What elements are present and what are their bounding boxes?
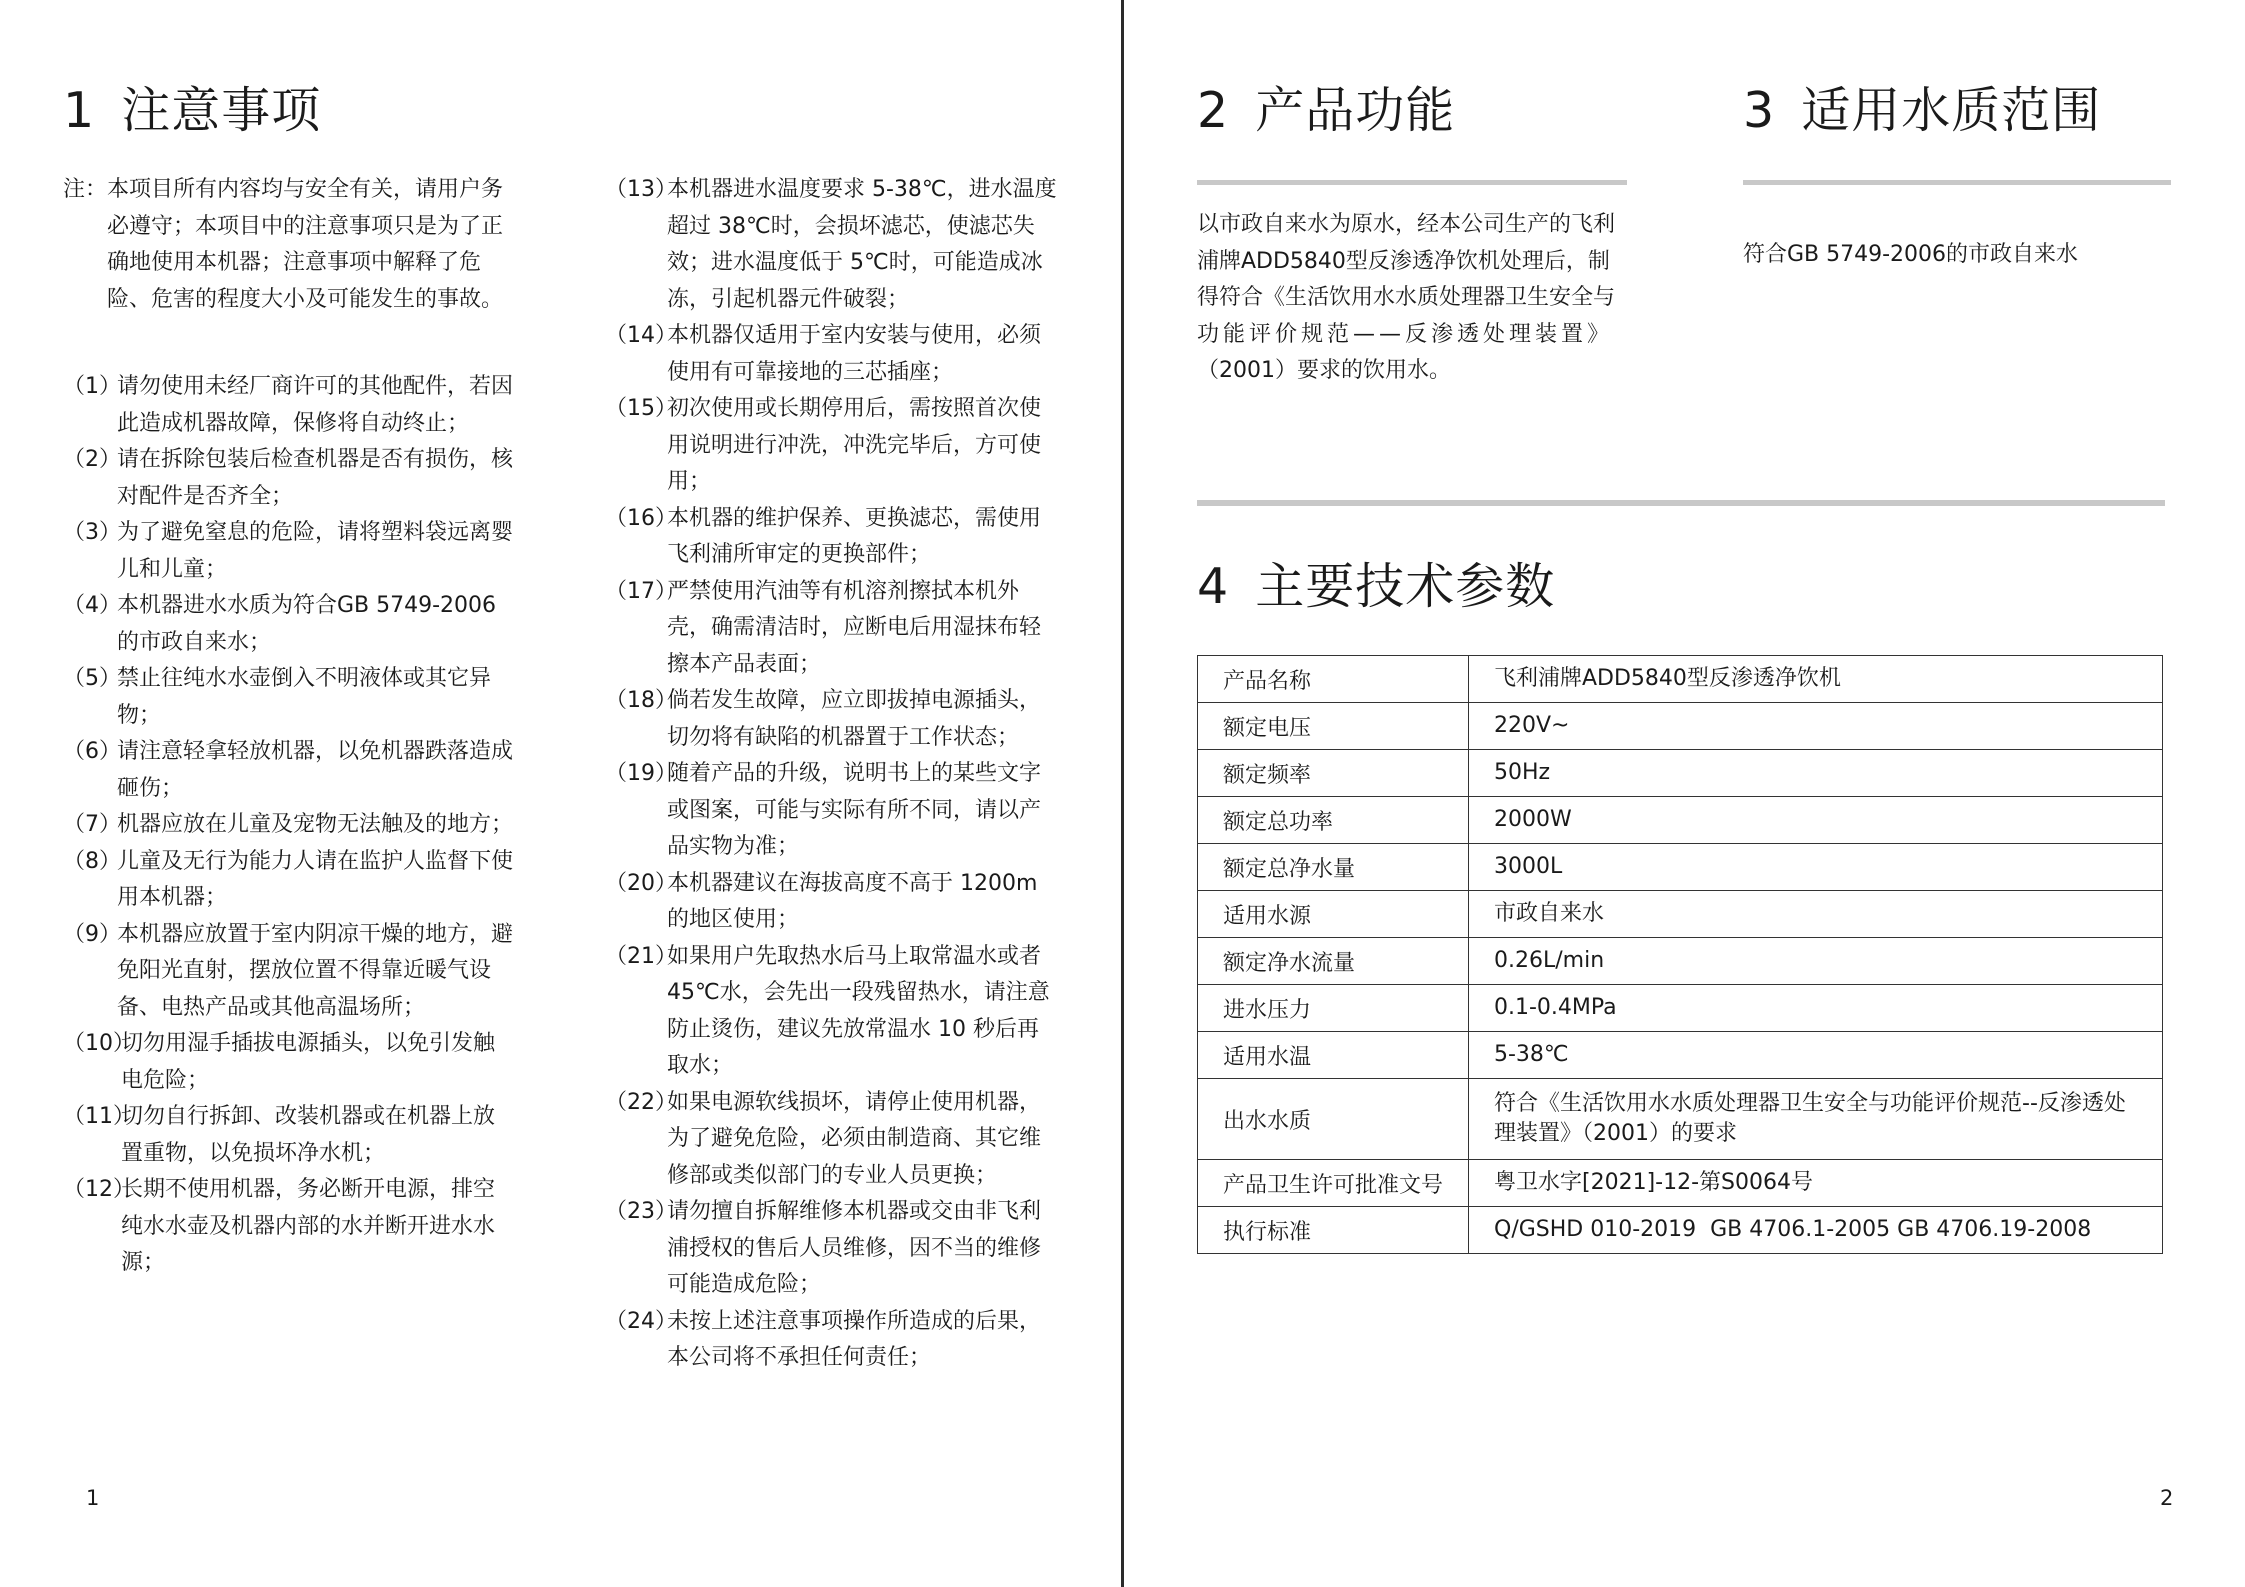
section-number: 3 bbox=[1743, 82, 1776, 139]
param-value: Q/GSHD 010-2019 GB 4706.1-2005 GB 4706.19-2008 bbox=[1469, 1207, 2163, 1254]
param-name: 产品卫生许可批准文号 bbox=[1198, 1160, 1469, 1207]
param-value: 符合《生活饮用水水质处理器卫生安全与功能评价规范--反渗透处理装置》（2001）的要求 bbox=[1469, 1079, 2163, 1160]
item-number: （7） bbox=[63, 812, 121, 837]
paragraph-line: 得符合《生活饮用水水质处理器卫生安全与 bbox=[1197, 285, 1616, 310]
table-row bbox=[1198, 1207, 2163, 1254]
item-number: （16） bbox=[605, 505, 677, 531]
list-item bbox=[605, 939, 1059, 1085]
item-number: （13） bbox=[605, 177, 677, 202]
item-text: 未按上述注意事项操作所造成的后果，本公司将不承担任何责任； bbox=[667, 1308, 1042, 1370]
item-text: 请勿擅自拆解维修本机器或交由非飞利浦授权的售后人员维修，因不当的维修可能造成危险； bbox=[667, 1199, 1042, 1297]
item-number: （10） bbox=[63, 1031, 135, 1056]
section-number: 4 bbox=[1197, 558, 1230, 615]
list-item bbox=[605, 318, 1059, 391]
item-number: （5） bbox=[63, 666, 121, 691]
section-1-heading bbox=[63, 82, 322, 139]
item-text: 禁止往纯水水壶倒入不明液体或其它异物； bbox=[117, 666, 492, 728]
param-name: 适用水温 bbox=[1198, 1032, 1469, 1079]
section-3-heading bbox=[1743, 82, 2102, 139]
precautions-list-col1 bbox=[63, 369, 513, 1282]
list-item bbox=[63, 1026, 513, 1099]
param-value: 3000L bbox=[1469, 844, 2163, 891]
item-text: 儿童及无行为能力人请在监护人监督下使用本机器； bbox=[117, 848, 514, 910]
note-paragraph bbox=[63, 172, 503, 318]
precautions-list-col2 bbox=[605, 172, 1059, 1377]
item-number: （15） bbox=[605, 396, 677, 421]
section-number: 2 bbox=[1197, 82, 1230, 139]
page-number: 1 bbox=[86, 1486, 100, 1510]
item-text: 本机器进水温度要求 5-38℃，进水温度超过 38℃时，会损坏滤芯，使滤芯失效；进水温度低于 5℃时，可能造成冰冻，引起机器元件破裂； bbox=[667, 177, 1057, 312]
item-text: 请勿使用未经厂商许可的其他配件，若因此造成机器故障，保修将自动终止； bbox=[117, 374, 514, 436]
item-number: （22） bbox=[605, 1089, 677, 1115]
item-text: 长期不使用机器，务必断开电源，排空纯水水壶及机器内部的水并断开进水水源； bbox=[121, 1177, 496, 1275]
item-text: 切勿用湿手插拔电源插头，以免引发触电危险； bbox=[121, 1031, 496, 1093]
section-divider bbox=[1197, 180, 1627, 185]
list-item bbox=[63, 1172, 513, 1282]
list-item bbox=[605, 1304, 1059, 1377]
item-text: 机器应放在儿童及宠物无法触及的地方； bbox=[117, 812, 514, 837]
section-divider bbox=[1743, 180, 2171, 185]
item-text: 切勿自行拆卸、改装机器或在机器上放置重物，以免损坏净水机； bbox=[121, 1104, 496, 1166]
list-item bbox=[63, 369, 513, 442]
item-number: （21） bbox=[605, 943, 677, 969]
item-number: （23） bbox=[605, 1199, 677, 1224]
item-number: （18） bbox=[605, 688, 677, 713]
water-quality-text: 符合GB 5749-2006的市政自来水 bbox=[1743, 242, 2079, 267]
table-row bbox=[1198, 1032, 2163, 1079]
table-row bbox=[1198, 844, 2163, 891]
param-name: 执行标准 bbox=[1198, 1207, 1469, 1254]
item-text: 随着产品的升级，说明书上的某些文字或图案，可能与实际有所不同，请以产品实物为准； bbox=[667, 761, 1042, 859]
item-text: 如果电源软线损坏，请停止使用机器，为了避免危险，必须由制造商、其它维修部或类似部门的专业人员更换； bbox=[667, 1089, 1042, 1188]
product-function-paragraph bbox=[1197, 207, 1647, 390]
item-text: 初次使用或长期停用后，需按照首次使用说明进行冲洗，冲洗完毕后，方可使用； bbox=[667, 396, 1042, 494]
list-item bbox=[605, 1194, 1059, 1304]
param-name: 产品名称 bbox=[1198, 656, 1469, 703]
item-number: （20） bbox=[605, 870, 677, 896]
section-2-heading bbox=[1197, 82, 1456, 139]
item-text: 严禁使用汽油等有机溶剂擦拭本机外壳，确需清洁时，应断电后用湿抹布轻擦本产品表面； bbox=[667, 578, 1042, 677]
item-number: （19） bbox=[605, 761, 677, 786]
list-item bbox=[63, 917, 513, 1027]
list-item bbox=[63, 588, 513, 661]
section-title: 产品功能 bbox=[1255, 82, 1456, 139]
item-number: （24） bbox=[605, 1308, 677, 1334]
list-item bbox=[63, 807, 513, 844]
list-item bbox=[63, 661, 513, 734]
section-title: 适用水质范围 bbox=[1801, 82, 2102, 139]
section-4-heading bbox=[1197, 558, 1556, 615]
param-value: 0.26L/min bbox=[1469, 938, 2163, 985]
paragraph-line: 功能评价规范——反渗透处理装置》 bbox=[1197, 321, 1614, 347]
item-text: 如果用户先取热水后马上取常温水或者 45℃水，会先出一段残留热水，请注意防止烫伤，建议先放常温水 10 秒后再取水； bbox=[667, 943, 1050, 1078]
list-item bbox=[605, 391, 1059, 501]
table-row bbox=[1198, 1079, 2163, 1160]
param-value: 飞利浦牌ADD5840型反渗透净饮机 bbox=[1469, 656, 2163, 703]
param-value: 粤卫水字[2021]-12-第S0064号 bbox=[1469, 1160, 2163, 1207]
param-value: 0.1-0.4MPa bbox=[1469, 985, 2163, 1032]
section-divider bbox=[1197, 500, 2165, 506]
list-item bbox=[63, 844, 513, 917]
list-item bbox=[605, 172, 1059, 318]
item-number: （2） bbox=[63, 447, 121, 472]
table-row bbox=[1198, 891, 2163, 938]
item-number: （8） bbox=[63, 848, 121, 874]
section-title: 注意事项 bbox=[121, 82, 322, 139]
item-text: 本机器建议在海拔高度不高于 1200m 的地区使用； bbox=[667, 870, 1038, 932]
item-text: 为了避免窒息的危险，请将塑料袋远离婴儿和儿童； bbox=[117, 520, 514, 582]
paragraph-line: 浦牌ADD5840型反渗透净饮机处理后，制 bbox=[1197, 248, 1610, 274]
section-title: 主要技术参数 bbox=[1255, 558, 1556, 615]
item-text: 本机器仅适用于室内安装与使用，必须使用有可靠接地的三芯插座； bbox=[667, 323, 1042, 385]
param-name: 出水水质 bbox=[1198, 1079, 1469, 1160]
table-row bbox=[1198, 750, 2163, 797]
param-name: 额定净水流量 bbox=[1198, 938, 1469, 985]
item-text: 倘若发生故障，应立即拔掉电源插头，切勿将有缺陷的机器置于工作状态； bbox=[667, 688, 1042, 750]
left-page bbox=[0, 0, 1121, 1587]
param-name: 进水压力 bbox=[1198, 985, 1469, 1032]
table-row bbox=[1198, 1160, 2163, 1207]
list-item bbox=[605, 1085, 1059, 1195]
param-value: 市政自来水 bbox=[1469, 891, 2163, 938]
item-number: （17） bbox=[605, 578, 677, 604]
list-item bbox=[605, 683, 1059, 756]
item-number: （4） bbox=[63, 593, 121, 618]
item-number: （3） bbox=[63, 520, 121, 545]
item-number: （14） bbox=[605, 323, 677, 348]
list-item bbox=[605, 756, 1059, 866]
item-text: 本机器进水水质为符合GB 5749-2006的市政自来水； bbox=[117, 593, 497, 655]
table-row bbox=[1198, 703, 2163, 750]
param-name: 额定总功率 bbox=[1198, 797, 1469, 844]
list-item bbox=[605, 866, 1059, 939]
item-text: 本机器应放置于室内阴凉干燥的地方，避免阳光直射，摆放位置不得靠近暖气设备、电热产品或其他高温场所； bbox=[117, 921, 514, 1020]
item-text: 请在拆除包装后检查机器是否有损伤，核对配件是否齐全； bbox=[117, 447, 514, 509]
note-text: 注：本项目所有内容均与安全有关，请用户务必遵守；本项目中的注意事项只是为了正确地使用本机器；注意事项中解释了危险、危害的程度大小及可能发生的事故。 bbox=[63, 177, 504, 312]
technical-parameters-table bbox=[1197, 655, 2163, 1254]
list-item bbox=[63, 515, 513, 588]
param-value: 2000W bbox=[1469, 797, 2163, 844]
item-number: （12） bbox=[63, 1177, 135, 1202]
table-row bbox=[1198, 985, 2163, 1032]
table-row bbox=[1198, 656, 2163, 703]
param-name: 额定电压 bbox=[1198, 703, 1469, 750]
list-item bbox=[605, 574, 1059, 684]
item-text: 请注意轻拿轻放机器，以免机器跌落造成砸伤； bbox=[117, 739, 514, 801]
param-value: 50Hz bbox=[1469, 750, 2163, 797]
param-name: 额定频率 bbox=[1198, 750, 1469, 797]
item-number: （11） bbox=[63, 1104, 135, 1129]
list-item bbox=[605, 501, 1059, 574]
param-value: 220V~ bbox=[1469, 703, 2163, 750]
param-name: 额定总净水量 bbox=[1198, 844, 1469, 891]
page-number: 2 bbox=[2160, 1486, 2174, 1510]
list-item bbox=[63, 442, 513, 515]
table-row bbox=[1198, 938, 2163, 985]
paragraph-line: 以市政自来水为原水，经本公司生产的飞利 bbox=[1197, 212, 1616, 237]
paragraph-line: （2001）要求的饮用水。 bbox=[1197, 358, 1451, 383]
table-row bbox=[1198, 797, 2163, 844]
item-text: 本机器的维护保养、更换滤芯，需使用飞利浦所审定的更换部件； bbox=[667, 505, 1042, 567]
section-number: 1 bbox=[63, 82, 96, 139]
item-number: （9） bbox=[63, 921, 121, 947]
item-number: （6） bbox=[63, 739, 121, 764]
param-name: 适用水源 bbox=[1198, 891, 1469, 938]
list-item bbox=[63, 734, 513, 807]
list-item bbox=[63, 1099, 513, 1172]
param-value: 5-38℃ bbox=[1469, 1032, 2163, 1079]
item-number: （1） bbox=[63, 374, 121, 399]
